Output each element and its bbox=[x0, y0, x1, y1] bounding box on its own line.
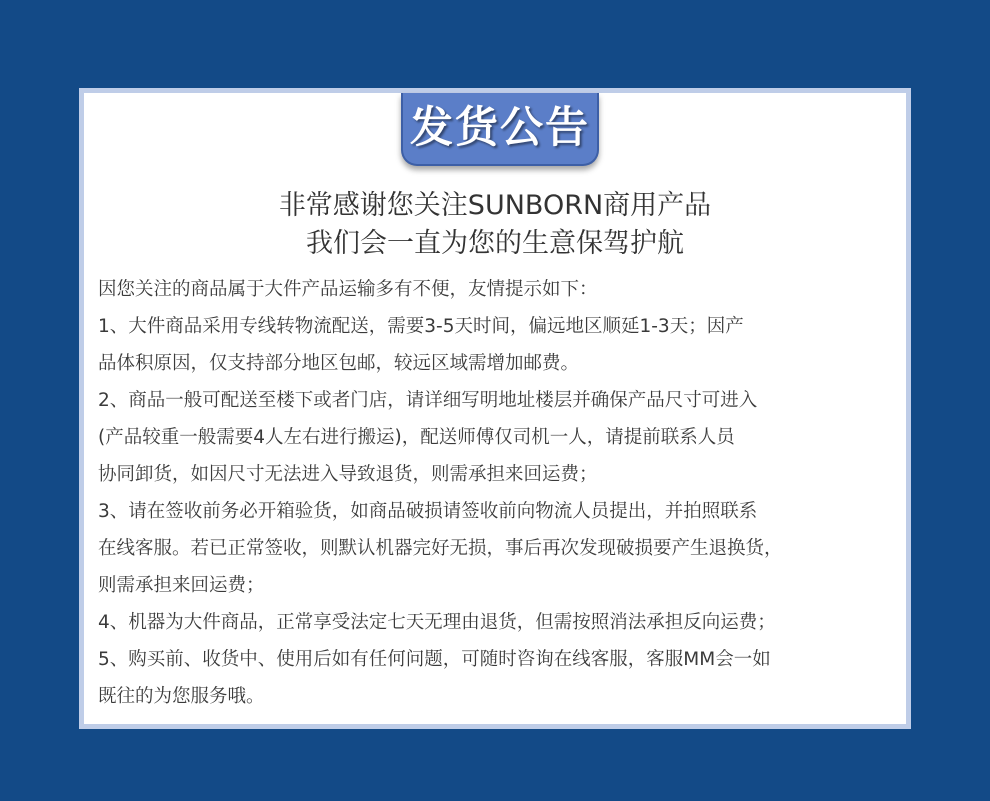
notice-title: 发货公告 bbox=[410, 103, 590, 153]
notice-line: 1、大件商品采用专线转物流配送，需要3-5天时间，偏远地区顺延1-3天；因产 bbox=[98, 316, 744, 337]
notice-body bbox=[98, 271, 888, 715]
headline-support: 我们会一直为您的生意保驾护航 bbox=[306, 228, 684, 259]
notice-line: (产品较重一般需要4人左右进行搬运)，配送师傅仅司机一人，请提前联系人员 bbox=[98, 427, 735, 448]
notice-line: 协同卸货，如因尺寸无法进入导致退货，则需承担来回运费； bbox=[98, 464, 598, 485]
notice-line: 3、请在签收前务必开箱验货，如商品破损请签收前向物流人员提出，并拍照联系 bbox=[98, 501, 758, 522]
notice-line: 因您关注的商品属于大件产品运输多有不便，友情提示如下： bbox=[98, 279, 598, 300]
notice-line: 则需承担来回运费； bbox=[98, 575, 265, 596]
notice-line: 既往的为您服务哦。 bbox=[98, 686, 265, 707]
headline-thanks: 非常感谢您关注SUNBORN商用产品 bbox=[278, 190, 712, 221]
shipping-notice-card bbox=[79, 88, 911, 729]
notice-line: 在线客服。若已正常签收，则默认机器完好无损，事后再次发现破损要产生退换货， bbox=[98, 538, 783, 559]
title-badge bbox=[401, 93, 599, 166]
notice-line: 2、商品一般可配送至楼下或者门店，请详细写明地址楼层并确保产品尺寸可进入 bbox=[98, 390, 758, 411]
notice-line: 5、购买前、收货中、使用后如有任何问题，可随时咨询在线客服，客服MM会一如 bbox=[98, 649, 771, 670]
notice-line: 品体积原因，仅支持部分地区包邮，较远区域需增加邮费。 bbox=[98, 353, 580, 374]
notice-line: 4、机器为大件商品，正常享受法定七天无理由退货，但需按照消法承担反向运费； bbox=[98, 612, 776, 633]
